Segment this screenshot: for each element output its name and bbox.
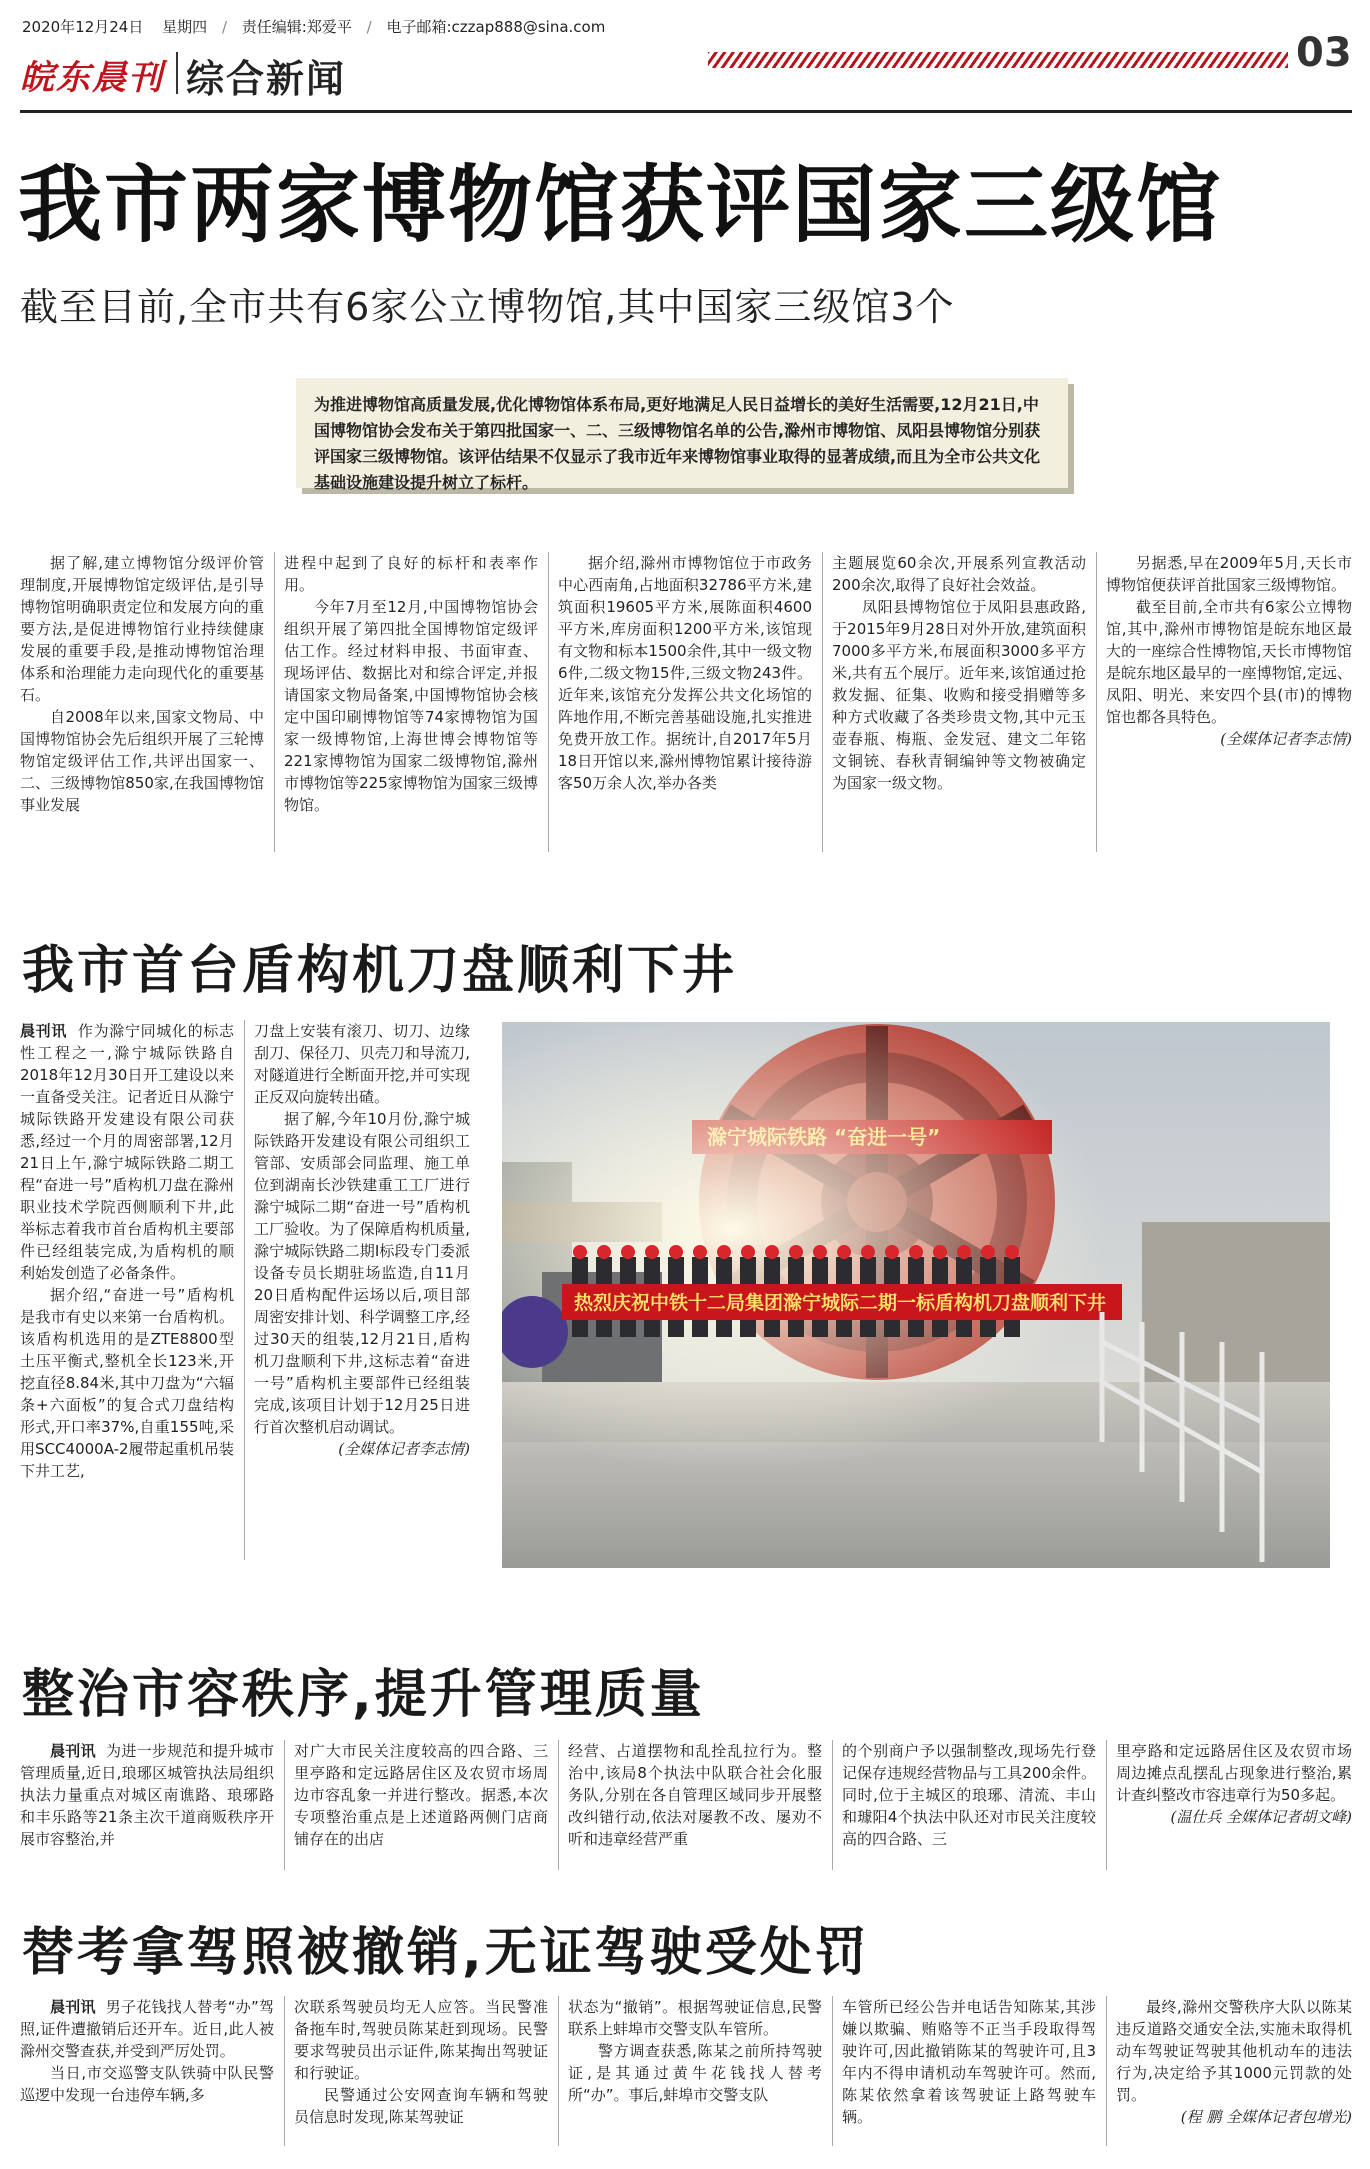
paragraph: 警方调查获悉,陈某之前所持驾驶证,是其通过黄牛花钱找人替考所“办”。事后,蚌埠市交警支队: [568, 2042, 822, 2104]
article4-column-2: [294, 1996, 548, 2146]
article3-column-2: [294, 1740, 548, 1870]
tunnel-boring-machine-photo: [502, 1022, 1330, 1568]
paragraph: 男子花钱找人替考“办”驾照,证件遭撤销后还开车。近日,此人被滁州交警查获,并受到严厉处罚。: [20, 1998, 274, 2060]
article4-headline: 替考拿驾照被撤销,无证驾驶受处罚: [22, 1923, 870, 1983]
article1-column-2: [284, 552, 538, 862]
byline: (温仕兵 全媒体记者胡文峰): [1170, 1808, 1352, 1826]
column-rule: [822, 552, 823, 852]
photo-illustration: [502, 1022, 1330, 1568]
paragraph: 作为滁宁同城化的标志性工程之一,滁宁城际铁路自2018年12月30日开工建设以来一直备受关注。记者近日从滁宁城际铁路开发建设有限公司获悉,经过一个月的周密部署,12月21日上午,滁宁城际铁路二期工程“奋进一号”盾构机刀盘在滁州职业技术学院西侧顺利下井,此举标志着我市首台盾构机主要部件已经组装完成,为盾构机的顺利始发创造了必备条件。: [20, 1022, 234, 1282]
newspaper-logo: 皖东晨刊: [20, 58, 164, 98]
article4-column-5: [1116, 1996, 1352, 2146]
editor: 责任编辑:郑爱平: [241, 18, 352, 36]
paragraph: 车管所已经公告并电话告知陈某,其涉嫌以欺骗、贿赂等不正当手段取得驾驶许可,因此撤销陈某的驾驶许可,且3年内不得申请机动车驾驶许可。然而,陈某依然拿着该驾驶证上路驾驶车辆。: [842, 1998, 1096, 2126]
column-rule: [548, 552, 549, 852]
paragraph: 另据悉,早在2009年5月,天长市博物馆便获评首批国家三级博物馆。: [1106, 554, 1352, 594]
article3-headline: 整治市容秩序,提升管理质量: [22, 1665, 705, 1725]
paragraph: 民警通过公安网查询车辆和驾驶员信息时发现,陈某驾驶证: [294, 2086, 548, 2126]
article1-lead-box: 为推进博物馆高质量发展,优化博物馆体系布局,更好地满足人民日益增长的美好生活需要,12月21日,中国博物馆协会发布关于第四批国家一、二、三级博物馆名单的公告,滁州市博物馆、凤阳县博物馆分别获评国家三级博物馆。该评估结果不仅显示了我市近年来博物馆事业取得的显著成绩,而且为全市公共文化基础设施建设提升树立了标杆。: [296, 378, 1068, 488]
paragraph: 自2008年以来,国家文物局、中国博物馆协会先后组织开展了三轮博物馆定级评估工作,共评出国家一、二、三级博物馆850家,在我国博物馆事业发展: [20, 708, 264, 814]
header-hatch-band: [708, 52, 1288, 68]
article1-column-5: [1106, 552, 1352, 862]
weekday: 星期四: [162, 18, 208, 36]
article1-column-4: [832, 552, 1086, 862]
paragraph: 刀盘上安装有滚刀、切刀、边缘刮刀、保径刀、贝壳刀和导流刀,对隧道进行全断面开挖,并可实现正反双向旋转出碴。: [254, 1022, 470, 1106]
byline: (全媒体记者李志情): [1220, 730, 1352, 748]
article1-column-1: [20, 552, 264, 862]
paragraph: 今年7月至12月,中国博物馆协会组织开展了第四批全国博物馆定级评估工作。经过材料申报、书面审查、现场评估、数据比对和综合评定,并报请国家文物局备案,中国博物馆协会核定中国印刷博物馆等74家博物馆为国家一级博物馆,上海世博会博物馆等221家博物馆为国家二级博物馆,滁州市博物馆等225家博物馆为国家三级博物馆。: [284, 598, 538, 814]
dateline-tag: 晨刊讯: [50, 1742, 96, 1760]
email: 电子邮箱:czzap888@sina.com: [386, 18, 606, 36]
paragraph: 里亭路和定远路居住区及农贸市场周边摊点乱摆乱占现象进行整治,累计查纠整改市容违章行为50多起。: [1116, 1742, 1352, 1804]
paragraph: 经营、占道摆物和乱拴乱拉行为。整治中,该局8个执法中队联合社会化服务队,分别在各自管理区域同步开展整改纠错行动,依法对屡教不改、屡劝不听和违章经营严重: [568, 1742, 822, 1848]
paragraph: 为进一步规范和提升城市管理质量,近日,琅琊区城管执法局组织执法力量重点对城区南谯路、琅琊路和丰乐路等21条主次干道商贩秩序开展市容整治,并: [20, 1742, 274, 1848]
paragraph: 主题展览60余次,开展系列宣教活动200余次,取得了良好社会效益。: [832, 554, 1086, 594]
column-rule: [1096, 552, 1097, 852]
paragraph: 的个别商户予以强制整改,现场先行登记保存违规经营物品与工具200余件。同时,位于主城区的琅琊、清流、丰山和璩阳4个执法中队还对市民关注度较高的四合路、三: [842, 1742, 1096, 1848]
paragraph: 对广大市民关注度较高的四合路、三里亭路和定远路居住区及农贸市场周边市容乱象一并进行整改。据悉,本次专项整治重点是上述道路两侧门店商铺存在的出店: [294, 1742, 548, 1848]
paragraph: 据了解,建立博物馆分级评价管理制度,开展博物馆定级评估,是引导博物馆明确职责定位和发展方向的重要方法,是促进博物馆行业持续健康发展的重要手段,是推动博物馆治理体系和治理能力走向现代化的重要基石。: [20, 554, 264, 704]
dateline-tag: 晨刊讯: [20, 1022, 68, 1040]
article1-headline: 我市两家博物馆获评国家三级馆: [18, 156, 1223, 254]
column-rule: [558, 1996, 559, 2146]
paragraph: 状态为“撤销”。根据驾驶证信息,民警联系上蚌埠市交警支队车管所。: [568, 1998, 822, 2038]
paragraph: 据介绍,滁州市博物馆位于市政务中心西南角,占地面积32786平方米,建筑面积19605平方米,展陈面积4600平方米,库房面积1200平方米,该馆现有文物和标本1500余件,其中一级文物6件,二级文物15件,三级文物243件。近年来,该馆充分发挥公共文化场馆的阵地作用,不断完善基础设施,扎实推进免费开放工作。据统计,自2017年5月18日开馆以来,滁州博物馆累计接待游客50万余人次,举办各类: [558, 554, 812, 792]
masthead-info: 2020年12月24日 星期四 / 责任编辑:郑爱平 / 电子邮箱:czzap888@sina.com: [22, 18, 606, 36]
article1-column-3: [558, 552, 812, 862]
logo-divider: [176, 52, 178, 94]
article1-subheadline: 截至目前,全市共有6家公立博物馆,其中国家三级馆3个: [20, 285, 955, 329]
paragraph: 截至目前,全市共有6家公立博物馆,其中,滁州市博物馆是皖东地区最大的一座综合性博物馆,天长市博物馆是皖东地区最早的一座博物馆,定远、凤阳、明光、来安四个县(市)的博物馆也都各具特色。: [1106, 598, 1352, 726]
column-rule: [284, 1996, 285, 2146]
article2-column-1: [20, 1020, 234, 1568]
paragraph: 最终,滁州交警秩序大队以陈某违反道路交通安全法,实施未取得机动车驾驶证驾驶其他机动车的违法行为,决定给予其1000元罚款的处罚。: [1116, 1998, 1352, 2104]
paragraph: 次联系驾驶员均无人应答。当民警准备拖车时,驾驶员陈某赶到现场。民警要求驾驶员出示证件,陈某掏出驾驶证和行驶证。: [294, 1998, 548, 2082]
column-rule: [1106, 1996, 1107, 2146]
section-title: 综合新闻: [186, 57, 347, 101]
page-number: 03: [1296, 30, 1352, 76]
dateline-tag: 晨刊讯: [50, 1998, 96, 2016]
article3-column-3: [568, 1740, 822, 1870]
article2-headline: 我市首台盾构机刀盘顺利下井: [22, 941, 738, 1001]
column-rule: [558, 1740, 559, 1870]
article4-column-3: [568, 1996, 822, 2146]
column-rule: [284, 1740, 285, 1870]
article3-column-4: [842, 1740, 1096, 1870]
column-rule: [274, 552, 275, 852]
column-rule: [1106, 1740, 1107, 1870]
paragraph: 进程中起到了良好的标杆和表率作用。: [284, 554, 538, 594]
article4-column-4: [842, 1996, 1096, 2146]
paragraph: 据介绍,“奋进一号”盾构机是我市有史以来第一台盾构机。该盾构机选用的是ZTE8800型土压平衡式,整机全长123米,开挖直径8.84米,其中刀盘为“六辐条+六面板”的复合式刀盘结构形式,开口率37%,自重155吨,采用SCC4000A-2履带起重机吊装下井工艺,: [20, 1286, 234, 1480]
column-rule: [832, 1740, 833, 1870]
paragraph: 当日,市交巡警支队铁骑中队民警巡逻中发现一台违停车辆,多: [20, 2064, 274, 2104]
paragraph: 凤阳县博物馆位于凤阳县惠政路,于2015年9月28日对外开放,建筑面积7000多平方米,布展面积3000多平方米,共有五个展厅。近年来,该馆通过抢救发掘、征集、收购和接受捐赠等多种方式收藏了各类珍贵文物,其中元玉壶春瓶、梅瓶、金发冠、建文二年铭文铜铳、春秋青铜编钟等文物被确定为国家一级文物。: [832, 598, 1086, 792]
paragraph: 据了解,今年10月份,滁宁城际铁路开发建设有限公司组织工管部、安质部会同监理、施工单位到湖南长沙铁建重工工厂进行滁宁城际二期“奋进一号”盾构机工厂验收。为了保障盾构机质量,滁宁城际铁路二期Ⅰ标段专门委派设备专员长期驻场监造,自11月20日盾构配件运场以后,项目部周密安排计划、科学调整工序,经过30天的组装,12月21日,盾构机刀盘顺利下井,这标志着“奋进一号”盾构机主要部件已经组装完成,该项目计划于12月25日进行首次整机启动调试。: [254, 1110, 470, 1436]
column-rule: [244, 1020, 245, 1560]
byline: (程 鹏 全媒体记者包增光): [1180, 2108, 1352, 2126]
header-rule: [20, 110, 1352, 113]
column-rule: [832, 1996, 833, 2146]
article4-column-1: [20, 1996, 274, 2146]
byline: (全媒体记者李志情): [338, 1440, 470, 1458]
celebration-banner-text: 热烈庆祝中铁十二局集团滁宁城际二期一标盾构机刀盘顺利下井: [574, 1292, 1107, 1314]
article3-column-5: [1116, 1740, 1352, 1870]
article2-column-2: [254, 1020, 470, 1568]
issue-date: 2020年12月24日: [22, 18, 144, 36]
article3-column-1: [20, 1740, 274, 1870]
